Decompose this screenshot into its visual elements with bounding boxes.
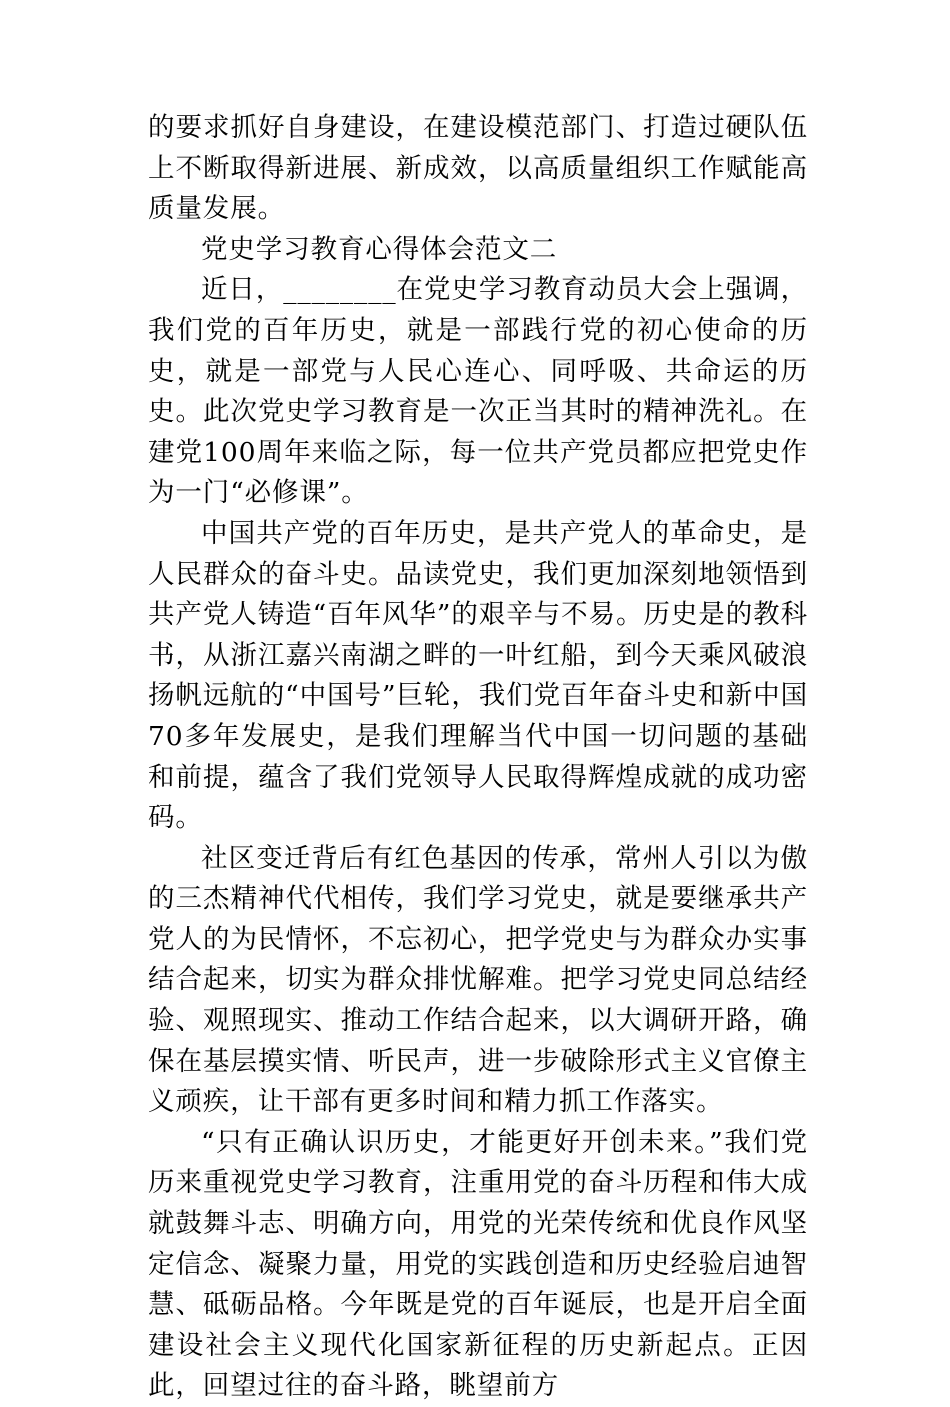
section-title: 党史学习教育心得体会范文二 <box>201 233 558 265</box>
paragraph: 近日，________在党史学习教育动员大会上强调，我们党的百年历史，就是一部践行党的初心使命的历史，就是一部党与人民心连心、同呼吸、共命运的历史。此次党史学习教育是一次正当其时的精神洗礼。在建党100周年来临之际，每一位共产党员都应把党史作为一门“必修课”。 <box>148 274 808 509</box>
document-body <box>148 108 808 1407</box>
paragraph: 社区变迁背后有红色基因的传承，常州人引以为傲的三杰精神代代相传，我们学习党史，就是要继承共产党人的为民情怀，不忘初心，把学党史与为群众办实事结合起来，切实为群众排忧解难。把学习党史同总结经验、观照现实、推动工作结合起来，以大调研开路，确保在基层摸实情、听民声，进一步破除形式主义官僚主义顽疾，让干部有更多时间和精力抓工作落实。 <box>148 842 808 1118</box>
paragraph-continuation: 的要求抓好自身建设，在建设模范部门、打造过硬队伍上不断取得新进展、新成效，以高质量组织工作赋能高质量发展。 <box>148 112 808 225</box>
paragraph: 中国共产党的百年历史，是共产党人的革命史，是人民群众的奋斗史。品读党史，我们更加深刻地领悟到共产党人铸造“百年风华”的艰辛与不易。历史是的教科书，从浙江嘉兴南湖之畔的一叶红船，到今天乘风破浪扬帆远航的“中国号”巨轮，我们党百年奋斗史和新中国70多年发展史，是我们理解当代中国一切问题的基础和前提，蕴含了我们党领导人民取得辉煌成就的成功密码。 <box>148 517 808 834</box>
paragraph: “只有正确认识历史，才能更好开创未来。”我们党历来重视党史学习教育，注重用党的奋斗历程和伟大成就鼓舞斗志、明确方向，用党的光荣传统和优良作风坚定信念、凝聚力量，用党的实践创造和历史经验启迪智慧、砥砺品格。今年既是党的百年诞辰，也是开启全面建设社会主义现代化国家新征程的历史新起点。正因此，回望过往的奋斗路，眺望前方 <box>148 1126 808 1402</box>
